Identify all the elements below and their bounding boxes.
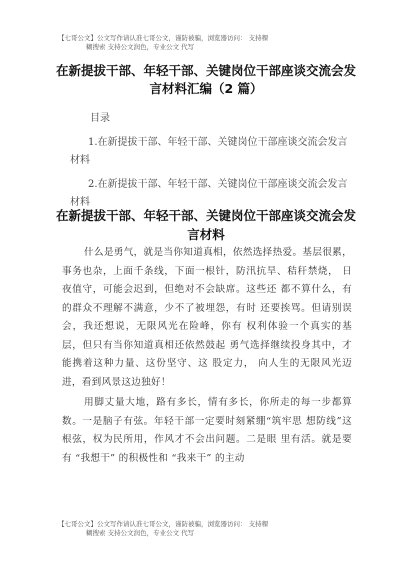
toc-heading: 目录 xyxy=(90,113,110,124)
paragraph-1: 什么是勇气，就是当你知道真相，依然选择热爱。基层很累，事务也杂，上面千条线，下面一根针，防汛抗旱、秸秆禁烧， 日夜值守，可能会迟到，但绝对不会缺席。这些还 都不算什么，有的群众不理解不满意，少不了被埋怨，有时 还要挨骂。但请别误会，我还想说，无限风光在险峰，你有 权利体验一个真实的基层，但只有当你知道真相还依然鼓起 勇气选择继续投身其中，才能携着这种力量、这份坚守、这 股定力， 向人生的无限风光迈进，看到风景这边独好！ xyxy=(62,247,352,388)
table-of-contents xyxy=(70,110,352,218)
header-notice-line1: 【七哥公文】公文写作请认准七哥公文，谨防被骗，浏览器访问： 支持稞 xyxy=(58,34,269,42)
document-title: 在新提拔干部、年轻干部、关键岗位干部座谈交流会发言材料汇编（2 篇） xyxy=(56,63,357,96)
footer-notice xyxy=(58,520,358,538)
header-notice xyxy=(58,34,358,52)
footer-notice-line1: 【七哥公文】公文写作请认准七哥公文，谨防被骗，浏览器访问： 支持稞 xyxy=(58,520,269,528)
paragraph-2: 用脚丈量大地，路有多长，情有多长，你所走的每一步都算数。一是脑子有弦。年轻干部一定要时刻紧绷“筑牢思 想防线”这根弦，权为民所用，作风才不会出问题。二是眼 里有活。就是要有 “我想干” 的积极性和 “我来干” 的主动 xyxy=(62,397,352,464)
footer-notice-line2: 糊搜索 支持公文润色，专业公文 代写 xyxy=(86,529,195,537)
toc-item-2[interactable]: 2.在新提拔干部、年轻干部、关键岗位干部座谈交流会发言材料 xyxy=(70,179,348,208)
header-notice-line2: 糊搜索 支持公文润色，专业公文 代写 xyxy=(86,43,195,51)
section-title: 在新提拔干部、年轻干部、关键岗位干部座谈交流会发言材料 xyxy=(56,208,357,242)
toc-item-1[interactable]: 1.在新提拔干部、年轻干部、关键岗位干部座谈交流会发言材料 xyxy=(70,137,348,166)
body-text xyxy=(62,244,352,470)
